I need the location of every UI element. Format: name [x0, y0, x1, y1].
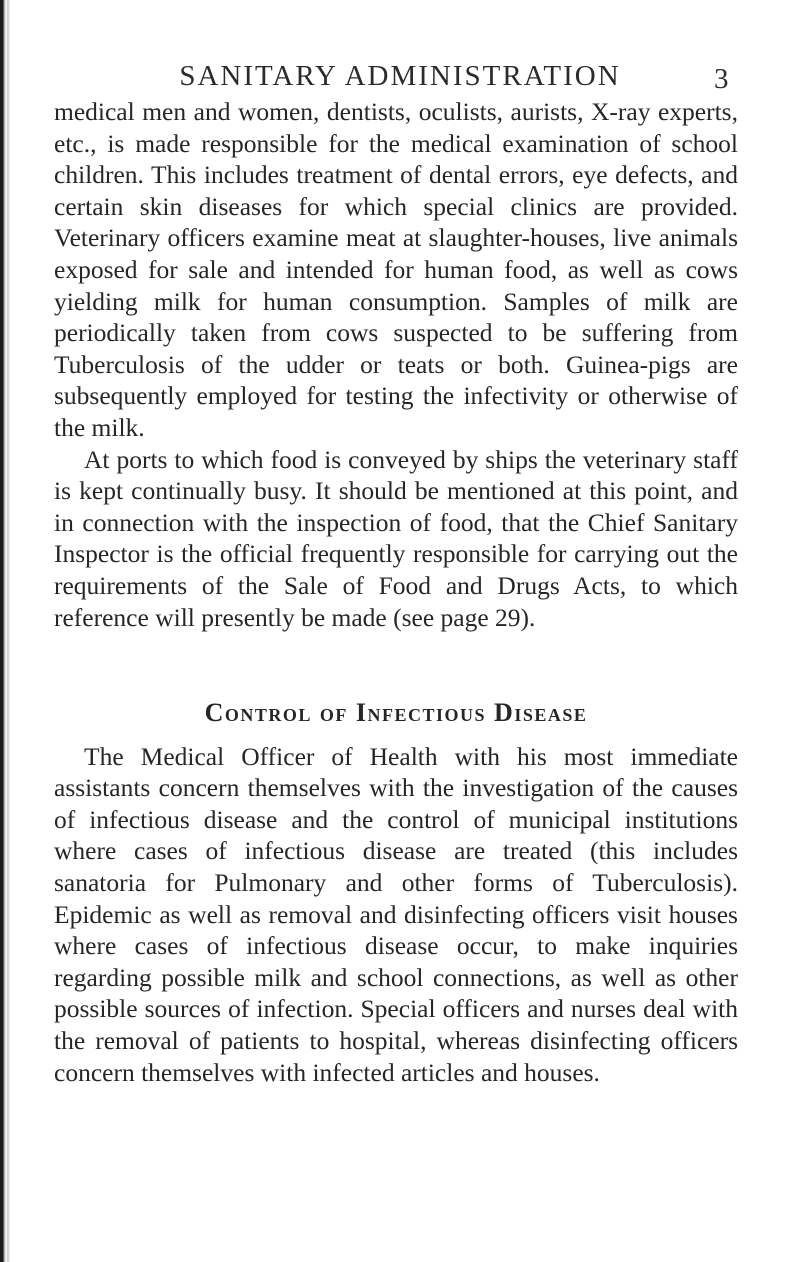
- running-head: SANITARY ADMINISTRATION: [179, 60, 621, 92]
- body-text: [54, 96, 738, 1088]
- paragraph-infectious-disease: The Medical Officer of Health with his most immediate assistants concern themselves with the investigation of the causes of infectious disease and the control of municipal institutions where cases of infectious disease are treated (this includes sanatoria for Pulmonary and other forms of Tuberculosis). Epidemic as well as removal and disinfecting officers visit houses where cases of infectious disease occur, to make inquiries regarding possible milk and school connections, as well as other possible sources of infection. Special officers and nurses deal with the removal of patients to hospital, whereas disinfecting officers concern themselves with infected articles and houses.: [54, 741, 738, 1087]
- paragraph-ports: At ports to which food is conveyed by ships the veterinary staff is kept continually busy. It should be mentioned at this point, and in connection with the inspection of food, that the Chief Sanitary Inspector is the official frequently responsible for carrying out the requirements of the Sale of Food and Drugs Acts, to which reference will presently be made (see page 29).: [54, 444, 738, 632]
- paragraph-continued: medical men and women, dentists, oculists, aurists, X-ray experts, etc., is made responsible for the medical examination of school children. This includes treatment of dental errors, eye defects, and certain skin diseases for which special clinics are provided. Veterinary officers examine meat at slaughter-houses, live animals exposed for sale and intended for human food, as well as cows yielding milk for human consumption. Samples of milk are periodically taken from cows suspected to be suffering from Tuberculosis of the udder or teats or both. Guinea-pigs are subsequently employed for testing the infectivity or otherwise of the milk.: [54, 97, 738, 442]
- page-number: 3: [714, 63, 729, 95]
- page-binding-edge: [0, 0, 10, 1262]
- section-heading: Control of Infectious Disease: [204, 698, 588, 728]
